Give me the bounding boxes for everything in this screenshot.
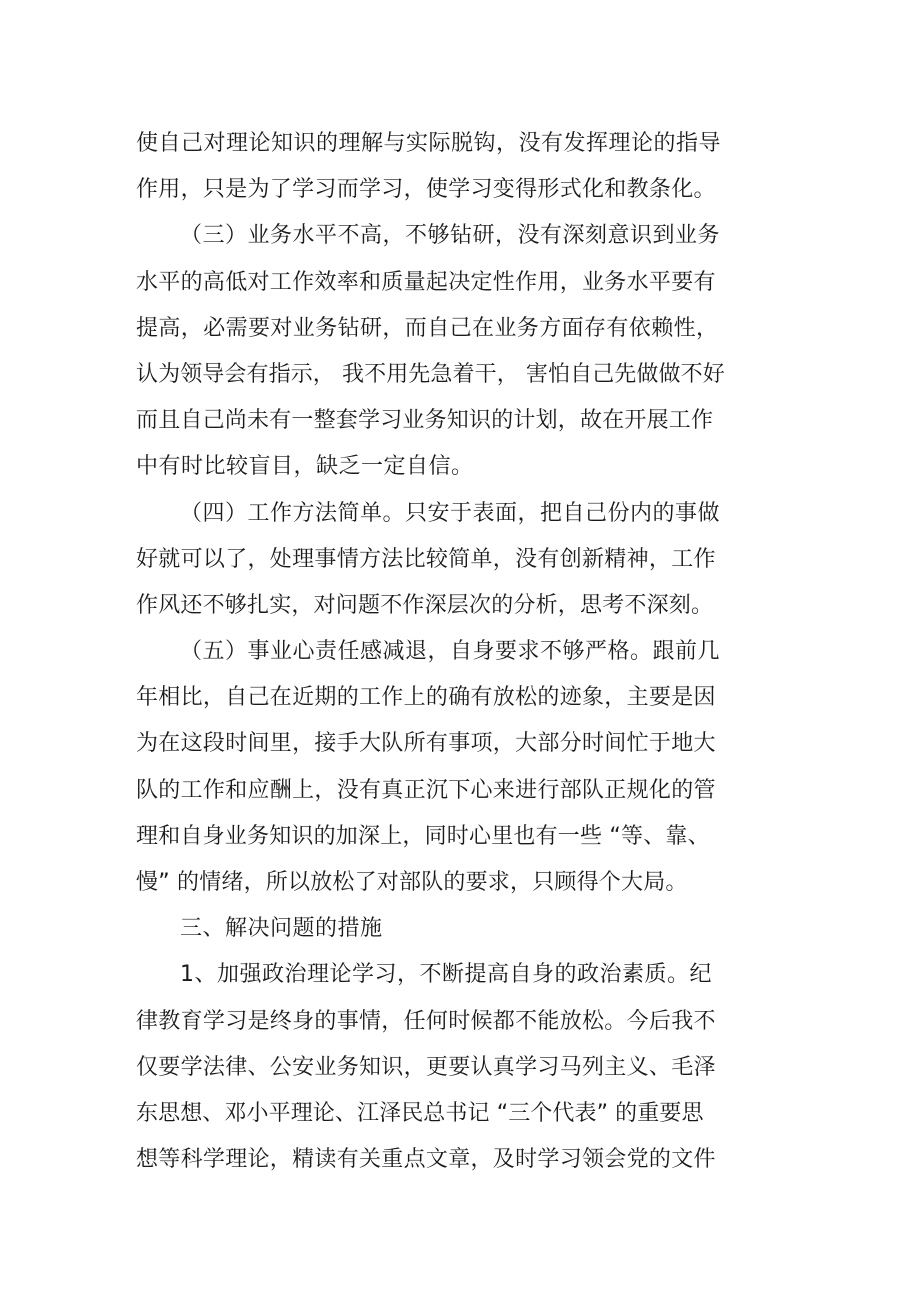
paragraph-start: （五）事业心责任感减退，自身要求不够严格。跟前几 — [180, 639, 721, 665]
text-line: 理和自身业务知识的加深上，同时心里也有一些 “等、靠、 — [136, 823, 710, 849]
text-line: 想等科学理论，精读有关重点文章，及时学习领会党的文件 — [136, 1147, 716, 1173]
text-line: 而且自己尚未有一整套学习业务知识的计划，故在开展工作 — [136, 408, 714, 434]
paragraph-start: 1、加强政治理论学习，不断提高自身的政治素质。纪 — [180, 962, 712, 988]
text-line: 队的工作和应酬上，没有真正沉下心来进行部队正规化的管 — [136, 777, 716, 803]
text-line: 仅要学法律、公安业务知识，更要认真学习马列主义、毛泽 — [136, 1054, 716, 1080]
paragraph-start: （四）工作方法简单。只安于表面，把自己份内的事做 — [180, 500, 721, 526]
text-line: 提高，必需要对业务钻研，而自己在业务方面存有依赖性， — [136, 315, 719, 341]
text-line: 好就可以了，处理事情方法比较简单，没有创新精神，工作 — [136, 546, 716, 572]
text-line: 中有时比较盲目，缺乏一定自信。 — [136, 454, 474, 480]
body-text — [136, 121, 746, 1183]
paragraph-start: （三）业务水平不高，不够钻研，没有深刻意识到业务 — [180, 223, 721, 249]
text-line: 年相比，自己在近期的工作上的确有放松的迹象，主要是因 — [136, 685, 716, 711]
section-heading: 三、解决问题的措施 — [180, 916, 383, 942]
text-line: 为在这段时间里，接手大队所有事项，大部分时间忙于地大 — [136, 731, 716, 757]
text-line: 使自己对理论知识的理解与实际脱钩，没有发挥理论的指导 — [136, 131, 722, 156]
text-line: 作用，只是为了学习而学习，使学习变得形式化和教条化。 — [136, 177, 716, 203]
text-line: 作风还不够扎实，对问题不作深层次的分析，思考不深刻。 — [136, 592, 714, 618]
text-line: 认为领导会有指示， 我不用先急着干， 害怕自己先做做不好 — [136, 361, 725, 387]
text-line: 律教育学习是终身的事情，任何时候都不能放松。今后我不 — [136, 1008, 716, 1034]
text-line: 慢” 的情绪，所以放松了对部队的要求，只顾得个大局。 — [136, 870, 688, 895]
text-line: 水平的高低对工作效率和质量起决定性作用，业务水平要有 — [136, 269, 716, 295]
text-line: 东思想、邓小平理论、江泽民总书记 “三个代表” 的重要思 — [136, 1100, 704, 1126]
